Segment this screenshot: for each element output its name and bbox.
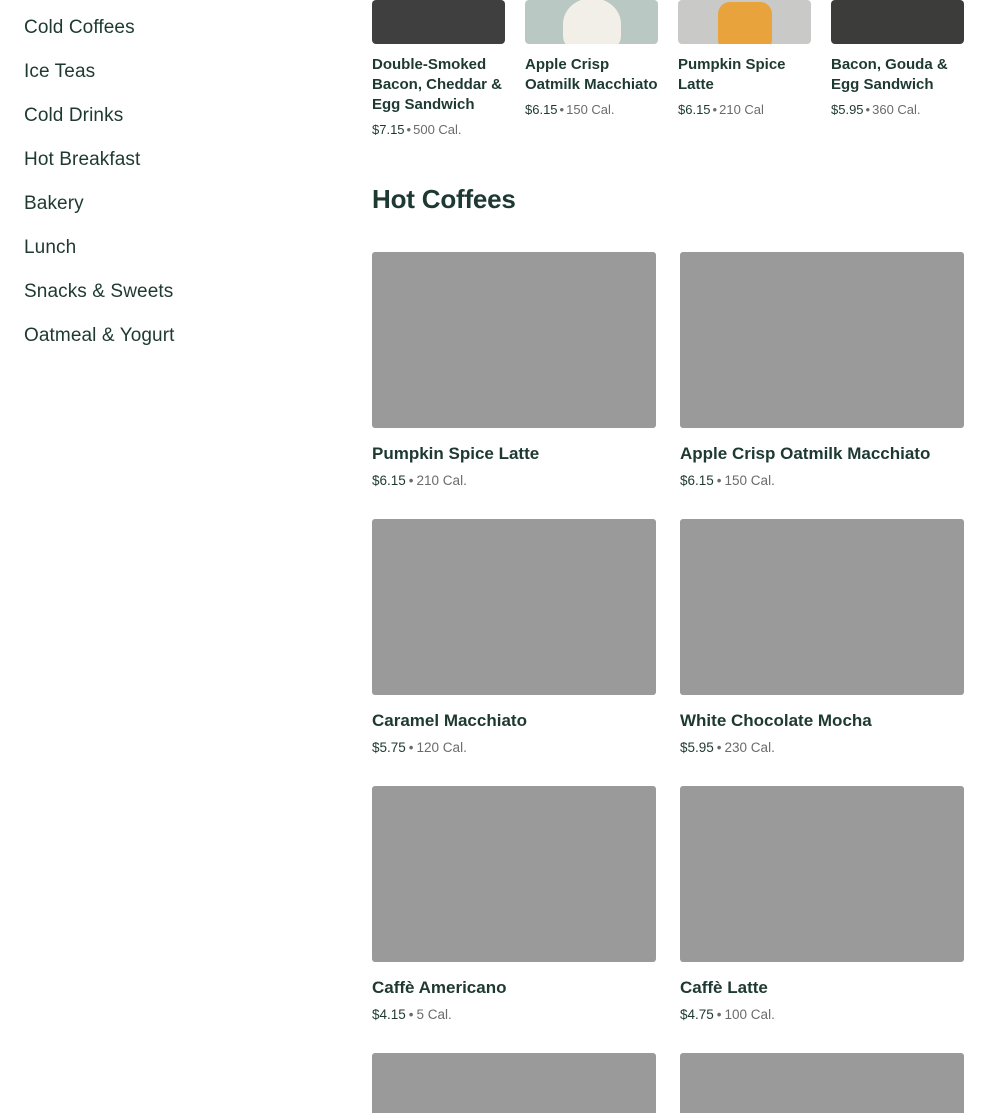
product-price: $6.15 xyxy=(372,473,406,488)
meta-separator: • xyxy=(408,473,414,488)
meta-separator: • xyxy=(712,102,718,117)
product-price: $5.95 xyxy=(680,740,714,755)
sidebar-item-hot-breakfast[interactable]: Hot Breakfast xyxy=(24,149,141,170)
product-image xyxy=(372,0,505,44)
product-calories: 100 Cal. xyxy=(724,1007,775,1022)
featured-card[interactable] xyxy=(831,0,964,138)
product-name: Caffè Latte xyxy=(680,978,768,997)
product-grid xyxy=(372,232,964,1113)
product-card[interactable] xyxy=(372,766,656,1033)
product-calories: 150 Cal. xyxy=(724,473,775,488)
meta-separator: • xyxy=(559,102,565,117)
product-card[interactable] xyxy=(680,1033,964,1113)
section-title-hot-coffees: Hot Coffees xyxy=(372,184,516,214)
sidebar-list xyxy=(0,0,372,358)
product-meta xyxy=(525,102,658,118)
sidebar-item-cold-drinks[interactable]: Cold Drinks xyxy=(24,105,124,126)
product-name: Apple Crisp Oatmilk Macchiato xyxy=(680,444,931,463)
product-price: $6.15 xyxy=(680,473,714,488)
product-price: $4.15 xyxy=(372,1007,406,1022)
product-meta xyxy=(678,102,811,118)
product-image xyxy=(372,786,656,962)
product-meta xyxy=(680,1007,964,1023)
product-meta xyxy=(831,102,964,118)
product-price: $6.15 xyxy=(525,102,558,117)
meta-separator: • xyxy=(716,473,722,488)
product-image xyxy=(372,519,656,695)
menu-main-content xyxy=(372,0,1004,1113)
sidebar-item-cold-coffees[interactable]: Cold Coffees xyxy=(24,17,135,38)
sidebar-item-lunch[interactable]: Lunch xyxy=(24,237,77,258)
product-name: Pumpkin Spice Latte xyxy=(372,444,540,463)
product-meta xyxy=(680,740,964,756)
meta-separator: • xyxy=(716,740,722,755)
product-price: $5.75 xyxy=(372,740,406,755)
product-name: Bacon, Gouda & Egg Sandwich xyxy=(831,56,948,93)
product-meta xyxy=(372,1007,656,1023)
product-card[interactable] xyxy=(680,232,964,499)
product-image xyxy=(372,252,656,428)
product-card[interactable] xyxy=(372,499,656,766)
product-meta xyxy=(372,740,656,756)
product-price: $5.95 xyxy=(831,102,864,117)
product-calories: 360 Cal. xyxy=(872,102,921,117)
meta-separator: • xyxy=(865,102,871,117)
product-image xyxy=(680,786,964,962)
product-name: Apple Crisp Oatmilk Macchiato xyxy=(525,56,658,93)
product-card[interactable] xyxy=(372,232,656,499)
product-calories: 500 Cal. xyxy=(413,122,462,137)
cup-shape xyxy=(718,2,772,44)
product-calories: 210 Cal xyxy=(719,102,764,117)
sidebar-item-oatmeal-yogurt[interactable]: Oatmeal & Yogurt xyxy=(24,325,175,346)
product-name: Double-Smoked Bacon, Cheddar & Egg Sandwich xyxy=(372,56,503,113)
product-name: White Chocolate Mocha xyxy=(680,711,872,730)
product-calories: 5 Cal. xyxy=(416,1007,452,1022)
sidebar-item-snacks-sweets[interactable]: Snacks & Sweets xyxy=(24,281,174,302)
product-meta xyxy=(372,122,505,138)
product-image xyxy=(680,252,964,428)
product-calories: 150 Cal. xyxy=(566,102,615,117)
product-meta xyxy=(680,473,964,489)
product-card[interactable] xyxy=(372,1033,656,1113)
featured-card[interactable] xyxy=(678,0,811,138)
meta-separator: • xyxy=(408,740,414,755)
product-image xyxy=(372,1053,656,1113)
featured-items-strip xyxy=(372,0,964,138)
product-calories: 230 Cal. xyxy=(724,740,775,755)
product-image xyxy=(525,0,658,44)
featured-card[interactable] xyxy=(372,0,505,138)
category-sidebar xyxy=(0,0,372,358)
product-card[interactable] xyxy=(680,499,964,766)
product-price: $6.15 xyxy=(678,102,711,117)
product-calories: 120 Cal. xyxy=(416,740,467,755)
product-meta xyxy=(372,473,656,489)
product-name: Pumpkin Spice Latte xyxy=(678,56,786,93)
featured-card[interactable] xyxy=(525,0,658,138)
product-image xyxy=(678,0,811,44)
product-name: Caffè Americano xyxy=(372,978,507,997)
product-image xyxy=(831,0,964,44)
product-calories: 210 Cal. xyxy=(416,473,467,488)
product-price: $7.15 xyxy=(372,122,405,137)
cup-shape xyxy=(563,0,621,44)
product-name: Caramel Macchiato xyxy=(372,711,527,730)
product-price: $4.75 xyxy=(680,1007,714,1022)
product-card[interactable] xyxy=(680,766,964,1033)
meta-separator: • xyxy=(716,1007,722,1022)
sidebar-item-ice-teas[interactable]: Ice Teas xyxy=(24,61,96,82)
meta-separator: • xyxy=(408,1007,414,1022)
sidebar-item-bakery[interactable]: Bakery xyxy=(24,193,84,214)
meta-separator: • xyxy=(406,122,412,137)
product-image xyxy=(680,1053,964,1113)
product-image xyxy=(680,519,964,695)
